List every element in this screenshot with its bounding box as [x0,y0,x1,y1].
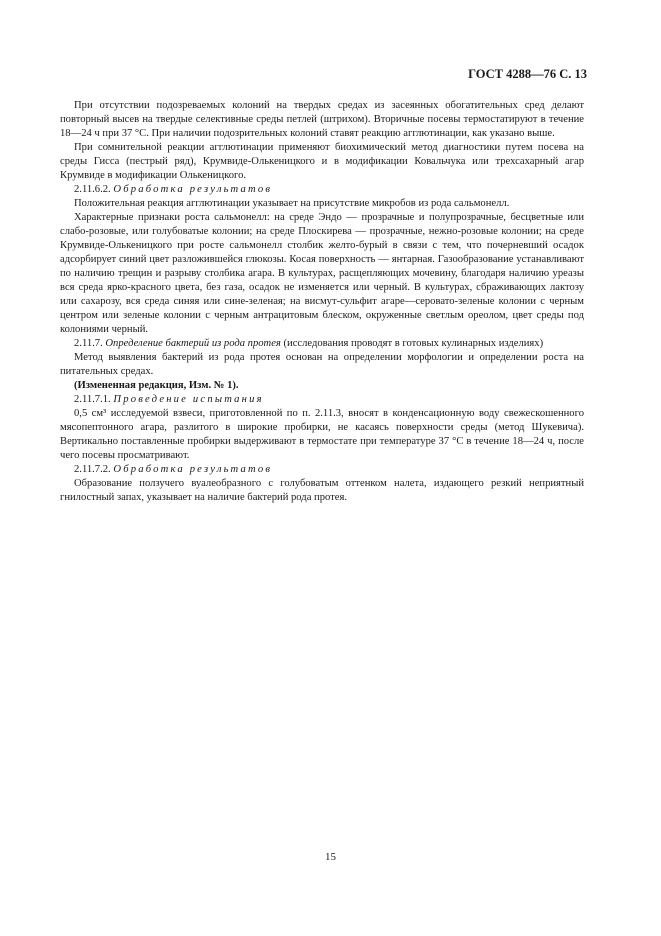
paragraph: При отсутствии подозреваемых колоний на твердых средах из засеянных обогатительных сред делают повторный высев на твердые селективные среды петлей (штрихом). Вторичные посевы термостатируют в течение 18—24 ч при 37 °С. При наличии подозрительных колоний ставят реакцию агглютинации, как указано выше. [60,100,584,139]
section-number: 2.11.6.2. [74,184,111,195]
section-number: 2.11.7.1. [74,394,111,405]
section-title: Проведение испытания [113,394,264,405]
section-heading [60,183,584,197]
section-heading [60,463,584,477]
section-number: 2.11.7.2. [74,464,111,475]
section-heading [60,393,584,407]
paragraph: Метод выявления бактерий из рода протея основан на определении морфологии и определении роста на питательных средах. [60,352,584,377]
paragraph: При сомнительной реакции агглютинации применяют биохимический метод диагностики путем посева на среды Гисса (пестрый ряд), Крумвиде-Олькеницкого и в модификации Ковальчука или трехсахарный агар Крумвиде в модификации Олькеницкого. [60,142,584,181]
paragraph: Характерные признаки роста сальмонелл: на среде Эндо — прозрачные и полупрозрачные, бесцветные или слабо-розовые, или голубоватые колонии; на среде Плоскирева — прозрачные, нежно-розовые колонии; на среде Крумвиде-Олькеницкого при росте сальмонелл столбик желто-бурый в связи с тем, что почерневший осадок адсорбирует синий цвет разложившейся глюкозы. Косая поверхность — янтарная. Газообразование устанавливают по наличию трещин и разрыву столбика агара. В культурах, расщепляющих мочевину, благодаря наличию уреазы вся среда ярко-красного цвета, без газа, осадок не изменяется или черный. В культурах, сбраживающих лактозу или сахарозу, вся среда синяя или сине-зеленая; на висмут-сульфит агаре—серовато-зеленые колонии с черным центром или зеленые колонии с черным антрацитовым блеском, окруженные светлым ореолом, цвет среды под колониями черный. [60,212,584,335]
amendment-note: (Измененная редакция, Изм. № 1). [74,380,239,391]
section-heading [60,337,584,351]
page-header: ГОСТ 4288—76 С. 13 [468,67,587,81]
paragraph: 0,5 см³ исследуемой взвеси, приготовленной по п. 2.11.3, вносят в конденсационную воду свежескошенного мясопептонного агара, разлитого в широкие пробирки, не касаясь поверхности среды (метод Шукевича). Вертикально поставленные пробирки выдерживают в термостате при температуре 37 °С в течение 18—24 ч, после чего посевы просматривают. [60,408,584,461]
section-note: (исследования проводят в готовых кулинарных изделиях) [283,338,544,349]
paragraph: Положительная реакция агглютинации указывает на присутствие микробов из рода сальмонелл. [74,198,510,209]
section-title: Обработка результатов [113,184,273,195]
paragraph: Образование ползучего вуалеобразного с голубоватым оттенком налета, издающего резкий неприятный гнилостный запах, указывает на наличие бактерий рода протея. [60,478,584,503]
page-number: 15 [325,851,336,863]
section-number: 2.11.7. [74,338,103,349]
section-title: Обработка результатов [113,464,273,475]
document-body [60,99,584,505]
section-title: Определение бактерий из рода протея [105,338,281,349]
